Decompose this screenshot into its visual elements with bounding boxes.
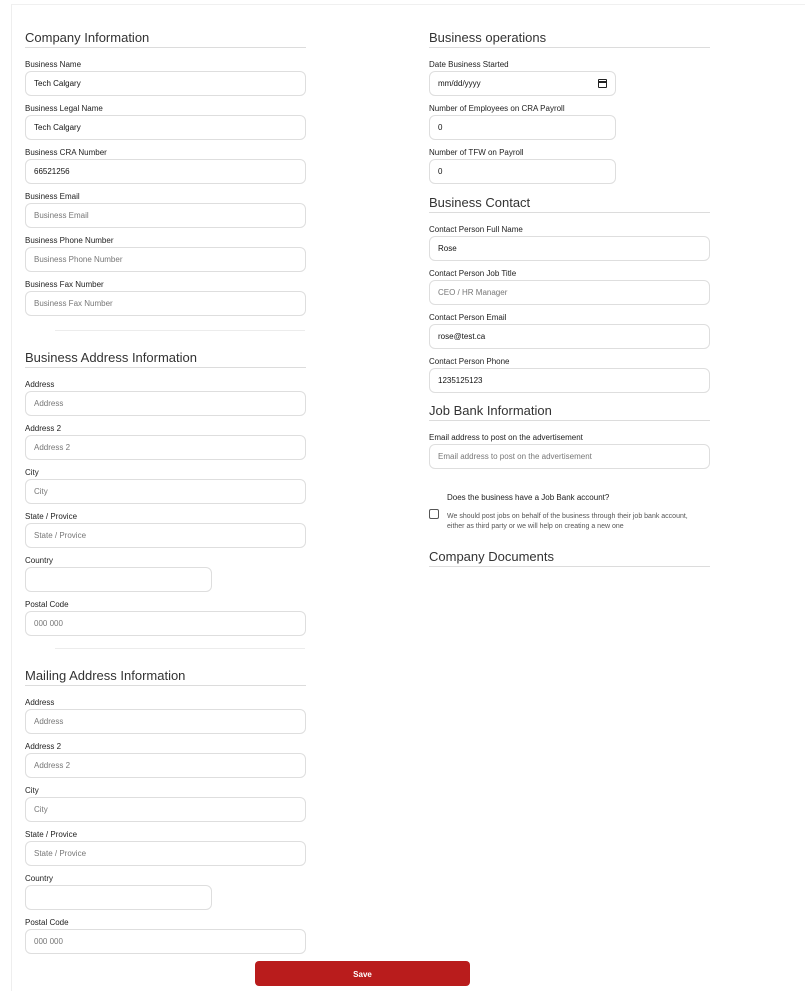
mailing-address-input[interactable]: Address [25,709,306,734]
date-started-value: mm/dd/yyyy [438,79,481,88]
postal-code-input[interactable]: 000 000 [25,611,306,636]
mailing-postal-code-input[interactable]: 000 000 [25,929,306,954]
mailing-address2-input[interactable]: Address 2 [25,753,306,778]
job-bank-title: Job Bank Information [429,403,710,421]
mailing-country-label: Country [25,874,54,883]
business-legal-name-input[interactable]: Tech Calgary [25,115,306,140]
date-started-label: Date Business Started [429,60,509,69]
job-bank-account-question: Does the business have a Job Bank account? [447,493,610,502]
mailing-city-input[interactable]: City [25,797,306,822]
business-email-label: Business Email [25,192,80,201]
save-button[interactable]: Save [255,961,470,986]
country-label: Country [25,556,54,565]
contact-name-label: Contact Person Full Name [429,225,523,234]
mailing-country-select[interactable] [25,885,212,910]
mailing-city-label: City [25,786,39,795]
business-cra-number-input[interactable]: 66521256 [25,159,306,184]
business-fax-input[interactable]: Business Fax Number [25,291,306,316]
business-fax-label: Business Fax Number [25,280,104,289]
tfw-label: Number of TFW on Payroll [429,148,524,157]
mailing-postal-code-label: Postal Code [25,918,69,927]
contact-phone-input[interactable]: 1235125123 [429,368,710,393]
date-started-input[interactable] [429,71,616,96]
business-phone-label: Business Phone Number [25,236,114,245]
business-phone-input[interactable]: Business Phone Number [25,247,306,272]
mailing-state-label: State / Provice [25,830,78,839]
contact-phone-label: Contact Person Phone [429,357,510,366]
tfw-input[interactable]: 0 [429,159,616,184]
address2-input[interactable]: Address 2 [25,435,306,460]
contact-job-title-input[interactable]: CEO / HR Manager [429,280,710,305]
city-label: City [25,468,39,477]
country-select[interactable] [25,567,212,592]
address-label: Address [25,380,55,389]
job-bank-email-input[interactable]: Email address to post on the advertisement [429,444,710,469]
business-name-input[interactable]: Tech Calgary [25,71,306,96]
employees-label: Number of Employees on CRA Payroll [429,104,565,113]
state-label: State / Provice [25,512,78,521]
job-bank-email-label: Email address to post on the advertisement [429,433,583,442]
business-address-title: Business Address Information [25,350,306,368]
contact-email-label: Contact Person Email [429,313,507,322]
job-bank-account-option [429,493,710,532]
address2-label: Address 2 [25,424,62,433]
job-bank-account-description: We should post jobs on behalf of the business through their job bank account, either as third party or we will help on creating a new one [447,513,688,530]
left-column [25,30,306,961]
mailing-state-input[interactable]: State / Provice [25,841,306,866]
city-input[interactable]: City [25,479,306,504]
mailing-address-title: Mailing Address Information [25,668,306,686]
postal-code-label: Postal Code [25,600,69,609]
right-column [429,30,710,578]
address-input[interactable]: Address [25,391,306,416]
business-name-label: Business Name [25,60,82,69]
business-cra-number-label: Business CRA Number [25,148,107,157]
contact-email-input[interactable]: rose@test.ca [429,324,710,349]
company-documents-title: Company Documents [429,549,710,567]
contact-job-title-label: Contact Person Job Title [429,269,517,278]
contact-name-input[interactable]: Rose [429,236,710,261]
business-operations-title: Business operations [429,30,710,48]
state-input[interactable]: State / Provice [25,523,306,548]
mailing-address2-label: Address 2 [25,742,62,751]
calendar-icon[interactable] [598,79,607,88]
business-contact-title: Business Contact [429,195,710,213]
job-bank-account-checkbox[interactable] [429,509,439,519]
employees-input[interactable]: 0 [429,115,616,140]
mailing-address-label: Address [25,698,55,707]
company-info-title: Company Information [25,30,306,48]
business-legal-name-label: Business Legal Name [25,104,103,113]
business-email-input[interactable]: Business Email [25,203,306,228]
